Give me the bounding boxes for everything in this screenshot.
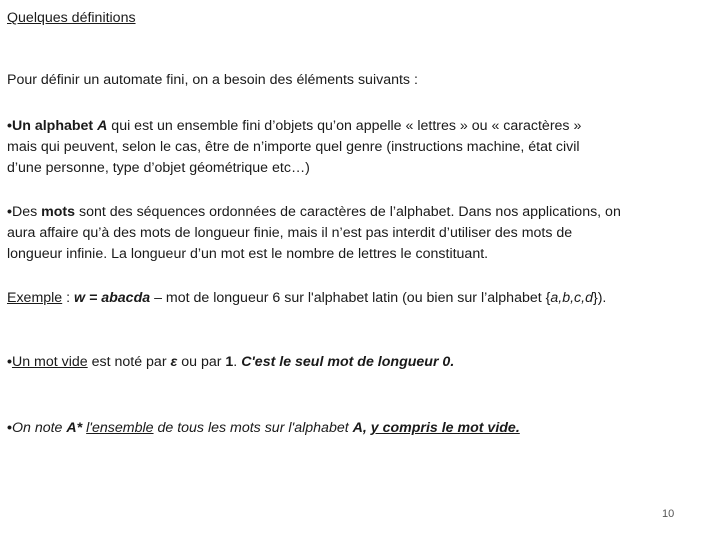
alphabet-line-3: d’une personne, type d’objet géométrique etc…) (7, 160, 310, 176)
empty-word-note: C'est le seul mot de longueur 0. (241, 354, 455, 370)
empty-word-term: Un mot vide (11, 354, 88, 370)
one-symbol: 1 (225, 354, 234, 370)
bullet: • (7, 354, 12, 370)
alphabet-term: Un alphabet (11, 118, 98, 134)
slide-title: Quelques définitions (7, 10, 136, 26)
a-star-line (7, 418, 520, 438)
example-middle: – mot de longueur 6 sur l'alphabet latin (ou bien sur l’alphabet { (150, 290, 551, 306)
a-star-mid: de tous les mots sur l'alphabet (153, 420, 353, 436)
example-line (7, 288, 606, 308)
a-star-end: y compris le mot vide. (370, 420, 520, 436)
empty-word-mid-2: ou par (177, 354, 226, 370)
mots-line-1-rest: sont des séquences ordonnées de caractères de l’alphabet. Dans nos applications, on (75, 204, 621, 220)
a-star-comma: , (362, 420, 371, 436)
empty-word-mid-1: est noté par (87, 354, 171, 370)
mots-line-1 (7, 202, 621, 222)
mots-term: mots (41, 204, 76, 220)
alphabet-symbol: A (97, 118, 108, 134)
a-star-symbol: A* (66, 420, 83, 436)
empty-word-line (7, 352, 454, 372)
alphabet-line-1-rest: qui est un ensemble fini d’objets qu’on appelle « lettres » ou « caractères » (107, 118, 582, 134)
a-symbol: A (352, 420, 363, 436)
bullet: • (7, 204, 12, 220)
example-formula: w = abacda (74, 290, 151, 306)
alphabet-line-2: mais qui peuvent, selon le cas, être de n’importe quel genre (instructions machine, état civil (7, 139, 580, 155)
intro-text: Pour définir un automate fini, on a besoin des éléments suivants : (7, 72, 418, 88)
bullet: • (7, 420, 12, 436)
example-end: }). (592, 290, 607, 306)
example-sep: : (62, 290, 75, 306)
a-star-phrase: l'ensemble (86, 420, 154, 436)
mots-line-3: longueur infinie. La longueur d’un mot est le nombre de lettres le constituant. (7, 246, 489, 262)
bullet: • (7, 118, 12, 134)
page-number: 10 (662, 508, 675, 520)
epsilon-symbol: ε (170, 354, 178, 370)
alphabet-line-1 (7, 116, 581, 136)
a-star-prefix: On note (11, 420, 67, 436)
empty-word-mid-3: . (233, 354, 242, 370)
mots-line-2: aura affaire qu’à des mots de longueur finie, mais il n’est pas interdit d’utiliser des mots de (7, 225, 573, 241)
mots-prefix: Des (11, 204, 42, 220)
example-set: a,b,c,d (550, 290, 593, 306)
example-label: Exemple (7, 290, 63, 306)
